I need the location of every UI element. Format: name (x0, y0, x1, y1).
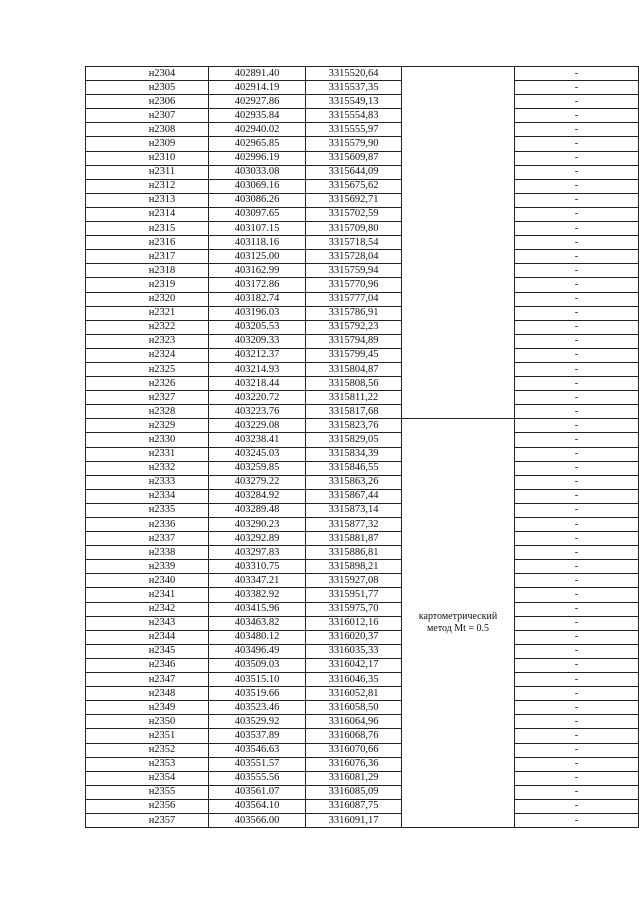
y-coordinate-cell: 3315877,32 (306, 518, 402, 532)
x-coordinate-cell: 403214.93 (209, 362, 306, 376)
point-name-cell: н2328 (86, 405, 209, 419)
table-row (86, 503, 639, 517)
x-coordinate-cell: 403223.76 (209, 405, 306, 419)
method-cell-upper (402, 67, 515, 419)
x-coordinate-cell: 403551.57 (209, 757, 306, 771)
table-row (86, 433, 639, 447)
x-coordinate-cell: 403229.08 (209, 419, 306, 433)
point-name-cell: н2309 (86, 137, 209, 151)
y-coordinate-cell: 3316052,81 (306, 687, 402, 701)
note-cell: - (515, 771, 639, 785)
point-name-cell: н2342 (86, 602, 209, 616)
table-row (86, 461, 639, 475)
y-coordinate-cell: 3316046,35 (306, 673, 402, 687)
note-cell: - (515, 222, 639, 236)
table-row (86, 644, 639, 658)
table-row (86, 743, 639, 757)
note-cell: - (515, 278, 639, 292)
note-cell: - (515, 123, 639, 137)
point-name-cell: н2330 (86, 433, 209, 447)
note-cell: - (515, 250, 639, 264)
x-coordinate-cell: 403238.41 (209, 433, 306, 447)
point-name-cell: н2349 (86, 701, 209, 715)
y-coordinate-cell: 3315799,45 (306, 348, 402, 362)
point-name-cell: н2319 (86, 278, 209, 292)
y-coordinate-cell: 3315898,21 (306, 560, 402, 574)
note-cell: - (515, 616, 639, 630)
point-name-cell: н2316 (86, 236, 209, 250)
y-coordinate-cell: 3316042,17 (306, 658, 402, 672)
note-cell: - (515, 348, 639, 362)
x-coordinate-cell: 403259.85 (209, 461, 306, 475)
x-coordinate-cell: 403529.92 (209, 715, 306, 729)
table-row (86, 588, 639, 602)
y-coordinate-cell: 3316012,16 (306, 616, 402, 630)
note-cell: - (515, 207, 639, 221)
x-coordinate-cell: 403182.74 (209, 292, 306, 306)
x-coordinate-cell: 403284.92 (209, 489, 306, 503)
table-row (86, 799, 639, 813)
point-name-cell: н2324 (86, 348, 209, 362)
y-coordinate-cell: 3316064,96 (306, 715, 402, 729)
point-name-cell: н2327 (86, 391, 209, 405)
point-name-cell: н2329 (86, 419, 209, 433)
y-coordinate-cell: 3316081,29 (306, 771, 402, 785)
y-coordinate-cell: 3316058,50 (306, 701, 402, 715)
table-row (86, 405, 639, 419)
x-coordinate-cell: 403480.12 (209, 630, 306, 644)
y-coordinate-cell: 3315846,55 (306, 461, 402, 475)
y-coordinate-cell: 3316068,76 (306, 729, 402, 743)
table-row (86, 95, 639, 109)
y-coordinate-cell: 3315675,62 (306, 179, 402, 193)
point-name-cell: н2352 (86, 743, 209, 757)
table-row (86, 391, 639, 405)
x-coordinate-cell: 403564.10 (209, 799, 306, 813)
note-cell: - (515, 320, 639, 334)
y-coordinate-cell: 3315537,35 (306, 81, 402, 95)
point-name-cell: н2341 (86, 588, 209, 602)
point-name-cell: н2355 (86, 785, 209, 799)
table-row (86, 264, 639, 278)
x-coordinate-cell: 403172.86 (209, 278, 306, 292)
y-coordinate-cell: 3315863,26 (306, 475, 402, 489)
y-coordinate-cell: 3315759,94 (306, 264, 402, 278)
x-coordinate-cell: 402965.85 (209, 137, 306, 151)
x-coordinate-cell: 403415.96 (209, 602, 306, 616)
x-coordinate-cell: 403212.37 (209, 348, 306, 362)
point-name-cell: н2337 (86, 532, 209, 546)
point-name-cell: н2325 (86, 362, 209, 376)
y-coordinate-cell: 3315554,83 (306, 109, 402, 123)
y-coordinate-cell: 3316070,66 (306, 743, 402, 757)
table-row (86, 687, 639, 701)
point-name-cell: н2308 (86, 123, 209, 137)
table-row (86, 532, 639, 546)
note-cell: - (515, 574, 639, 588)
y-coordinate-cell: 3316076,36 (306, 757, 402, 771)
note-cell: - (515, 588, 639, 602)
x-coordinate-cell: 403118.16 (209, 236, 306, 250)
note-cell: - (515, 67, 639, 81)
note-cell: - (515, 673, 639, 687)
x-coordinate-cell: 403347.21 (209, 574, 306, 588)
x-coordinate-cell: 403515.10 (209, 673, 306, 687)
note-cell: - (515, 701, 639, 715)
point-name-cell: н2340 (86, 574, 209, 588)
note-cell: - (515, 658, 639, 672)
table-row (86, 574, 639, 588)
y-coordinate-cell: 3316035,33 (306, 644, 402, 658)
note-cell: - (515, 109, 639, 123)
note-cell: - (515, 377, 639, 391)
x-coordinate-cell: 403205.53 (209, 320, 306, 334)
x-coordinate-cell: 402914.19 (209, 81, 306, 95)
table-row (86, 377, 639, 391)
x-coordinate-cell: 403546.63 (209, 743, 306, 757)
y-coordinate-cell: 3315728,04 (306, 250, 402, 264)
note-cell: - (515, 489, 639, 503)
y-coordinate-cell: 3315867,44 (306, 489, 402, 503)
x-coordinate-cell: 403209.33 (209, 334, 306, 348)
y-coordinate-cell: 3316087,75 (306, 799, 402, 813)
table-row (86, 348, 639, 362)
x-coordinate-cell: 403523.46 (209, 701, 306, 715)
y-coordinate-cell: 3315808,56 (306, 377, 402, 391)
point-name-cell: н2345 (86, 644, 209, 658)
y-coordinate-cell: 3315927,08 (306, 574, 402, 588)
document-page (85, 66, 607, 828)
note-cell: - (515, 687, 639, 701)
y-coordinate-cell: 3316091,17 (306, 813, 402, 827)
y-coordinate-cell: 3315792,23 (306, 320, 402, 334)
x-coordinate-cell: 403125.00 (209, 250, 306, 264)
y-coordinate-cell: 3315829,05 (306, 433, 402, 447)
x-coordinate-cell: 402927.86 (209, 95, 306, 109)
table-row (86, 207, 639, 221)
x-coordinate-cell: 403292.89 (209, 532, 306, 546)
point-name-cell: н2336 (86, 518, 209, 532)
x-coordinate-cell: 403033.08 (209, 165, 306, 179)
x-coordinate-cell: 403279.22 (209, 475, 306, 489)
note-cell: - (515, 433, 639, 447)
table-row (86, 179, 639, 193)
point-name-cell: н2331 (86, 447, 209, 461)
y-coordinate-cell: 3315692,71 (306, 193, 402, 207)
point-name-cell: н2310 (86, 151, 209, 165)
note-cell: - (515, 546, 639, 560)
note-cell: - (515, 644, 639, 658)
note-cell: - (515, 264, 639, 278)
x-coordinate-cell: 402996.19 (209, 151, 306, 165)
note-cell: - (515, 475, 639, 489)
table-row (86, 193, 639, 207)
note-cell: - (515, 165, 639, 179)
y-coordinate-cell: 3315823,76 (306, 419, 402, 433)
table-row (86, 715, 639, 729)
note-cell: - (515, 95, 639, 109)
table-row (86, 813, 639, 827)
table-row (86, 518, 639, 532)
point-name-cell: н2333 (86, 475, 209, 489)
point-name-cell: н2305 (86, 81, 209, 95)
x-coordinate-cell: 403566.00 (209, 813, 306, 827)
x-coordinate-cell: 403196.03 (209, 306, 306, 320)
x-coordinate-cell: 403245.03 (209, 447, 306, 461)
table-row (86, 658, 639, 672)
point-name-cell: н2335 (86, 503, 209, 517)
table-row (86, 757, 639, 771)
table-row (86, 165, 639, 179)
point-name-cell: н2332 (86, 461, 209, 475)
note-cell: - (515, 362, 639, 376)
note-cell: - (515, 630, 639, 644)
point-name-cell: н2339 (86, 560, 209, 574)
table-row (86, 419, 639, 433)
table-row (86, 729, 639, 743)
table-row (86, 771, 639, 785)
note-cell: - (515, 461, 639, 475)
y-coordinate-cell: 3315579,90 (306, 137, 402, 151)
note-cell: - (515, 137, 639, 151)
table-row (86, 109, 639, 123)
table-row (86, 334, 639, 348)
table-row (86, 362, 639, 376)
point-name-cell: н2353 (86, 757, 209, 771)
table-row (86, 81, 639, 95)
note-cell: - (515, 602, 639, 616)
y-coordinate-cell: 3316020,37 (306, 630, 402, 644)
y-coordinate-cell: 3315811,22 (306, 391, 402, 405)
y-coordinate-cell: 3315644,09 (306, 165, 402, 179)
point-name-cell: н2312 (86, 179, 209, 193)
note-cell: - (515, 813, 639, 827)
note-cell: - (515, 419, 639, 433)
table-row (86, 292, 639, 306)
y-coordinate-cell: 3315777,04 (306, 292, 402, 306)
note-cell: - (515, 151, 639, 165)
note-cell: - (515, 560, 639, 574)
table-row (86, 278, 639, 292)
point-name-cell: н2326 (86, 377, 209, 391)
x-coordinate-cell: 403069.16 (209, 179, 306, 193)
y-coordinate-cell: 3315549,13 (306, 95, 402, 109)
x-coordinate-cell: 402940.02 (209, 123, 306, 137)
point-name-cell: н2306 (86, 95, 209, 109)
x-coordinate-cell: 403297.83 (209, 546, 306, 560)
table-row (86, 137, 639, 151)
x-coordinate-cell: 403463.82 (209, 616, 306, 630)
table-row (86, 489, 639, 503)
y-coordinate-cell: 3315881,87 (306, 532, 402, 546)
y-coordinate-cell: 3315804,87 (306, 362, 402, 376)
x-coordinate-cell: 403382.92 (209, 588, 306, 602)
note-cell: - (515, 503, 639, 517)
point-name-cell: н2323 (86, 334, 209, 348)
note-cell: - (515, 391, 639, 405)
point-name-cell: н2351 (86, 729, 209, 743)
table-row (86, 701, 639, 715)
y-coordinate-cell: 3315951,77 (306, 588, 402, 602)
point-name-cell: н2343 (86, 616, 209, 630)
point-name-cell: н2354 (86, 771, 209, 785)
x-coordinate-cell: 402935.84 (209, 109, 306, 123)
table-row (86, 602, 639, 616)
note-cell: - (515, 785, 639, 799)
x-coordinate-cell: 403310.75 (209, 560, 306, 574)
table-row (86, 475, 639, 489)
coordinates-table-body (86, 67, 639, 828)
y-coordinate-cell: 3315873,14 (306, 503, 402, 517)
table-row (86, 630, 639, 644)
point-name-cell: н2304 (86, 67, 209, 81)
point-name-cell: н2318 (86, 264, 209, 278)
point-name-cell: н2348 (86, 687, 209, 701)
note-cell: - (515, 292, 639, 306)
x-coordinate-cell: 403086.26 (209, 193, 306, 207)
x-coordinate-cell: 403496.49 (209, 644, 306, 658)
note-cell: - (515, 532, 639, 546)
note-cell: - (515, 405, 639, 419)
point-name-cell: н2338 (86, 546, 209, 560)
point-name-cell: н2356 (86, 799, 209, 813)
y-coordinate-cell: 3315718,54 (306, 236, 402, 250)
note-cell: - (515, 799, 639, 813)
y-coordinate-cell: 3315794,89 (306, 334, 402, 348)
table-row (86, 560, 639, 574)
point-name-cell: н2322 (86, 320, 209, 334)
x-coordinate-cell: 403162.99 (209, 264, 306, 278)
point-name-cell: н2321 (86, 306, 209, 320)
y-coordinate-cell: 3315834,39 (306, 447, 402, 461)
x-coordinate-cell: 403537.89 (209, 729, 306, 743)
y-coordinate-cell: 3315817,68 (306, 405, 402, 419)
point-name-cell: н2315 (86, 222, 209, 236)
note-cell: - (515, 334, 639, 348)
x-coordinate-cell: 403509.03 (209, 658, 306, 672)
point-name-cell: н2347 (86, 673, 209, 687)
method-cell (402, 419, 515, 828)
x-coordinate-cell: 403555.56 (209, 771, 306, 785)
point-name-cell: н2317 (86, 250, 209, 264)
point-name-cell: н2307 (86, 109, 209, 123)
x-coordinate-cell: 403097.65 (209, 207, 306, 221)
table-row (86, 616, 639, 630)
x-coordinate-cell: 402891.40 (209, 67, 306, 81)
table-row (86, 151, 639, 165)
y-coordinate-cell: 3316085,09 (306, 785, 402, 799)
note-cell: - (515, 743, 639, 757)
note-cell: - (515, 447, 639, 461)
table-row (86, 123, 639, 137)
table-row (86, 785, 639, 799)
coordinates-table (85, 66, 639, 828)
x-coordinate-cell: 403220.72 (209, 391, 306, 405)
table-row (86, 306, 639, 320)
table-row (86, 546, 639, 560)
note-cell: - (515, 715, 639, 729)
x-coordinate-cell: 403107.15 (209, 222, 306, 236)
table-row (86, 673, 639, 687)
point-name-cell: н2314 (86, 207, 209, 221)
point-name-cell: н2334 (86, 489, 209, 503)
point-name-cell: н2350 (86, 715, 209, 729)
y-coordinate-cell: 3315886,81 (306, 546, 402, 560)
note-cell: - (515, 757, 639, 771)
note-cell: - (515, 193, 639, 207)
table-row (86, 447, 639, 461)
note-cell: - (515, 518, 639, 532)
x-coordinate-cell: 403519.66 (209, 687, 306, 701)
table-row (86, 236, 639, 250)
x-coordinate-cell: 403290.23 (209, 518, 306, 532)
point-name-cell: н2357 (86, 813, 209, 827)
table-row (86, 222, 639, 236)
table-row (86, 250, 639, 264)
point-name-cell: н2320 (86, 292, 209, 306)
note-cell: - (515, 729, 639, 743)
note-cell: - (515, 81, 639, 95)
table-row (86, 67, 639, 81)
y-coordinate-cell: 3315702,59 (306, 207, 402, 221)
x-coordinate-cell: 403289.48 (209, 503, 306, 517)
y-coordinate-cell: 3315786,91 (306, 306, 402, 320)
point-name-cell: н2311 (86, 165, 209, 179)
y-coordinate-cell: 3315709,80 (306, 222, 402, 236)
y-coordinate-cell: 3315975,70 (306, 602, 402, 616)
note-cell: - (515, 306, 639, 320)
table-row (86, 320, 639, 334)
note-cell: - (515, 179, 639, 193)
point-name-cell: н2344 (86, 630, 209, 644)
point-name-cell: н2313 (86, 193, 209, 207)
x-coordinate-cell: 403561.07 (209, 785, 306, 799)
note-cell: - (515, 236, 639, 250)
x-coordinate-cell: 403218.44 (209, 377, 306, 391)
y-coordinate-cell: 3315520,64 (306, 67, 402, 81)
method-text: картометрический метод Mt = 0.5 (418, 611, 498, 635)
point-name-cell: н2346 (86, 658, 209, 672)
y-coordinate-cell: 3315609,87 (306, 151, 402, 165)
y-coordinate-cell: 3315555,97 (306, 123, 402, 137)
y-coordinate-cell: 3315770,96 (306, 278, 402, 292)
